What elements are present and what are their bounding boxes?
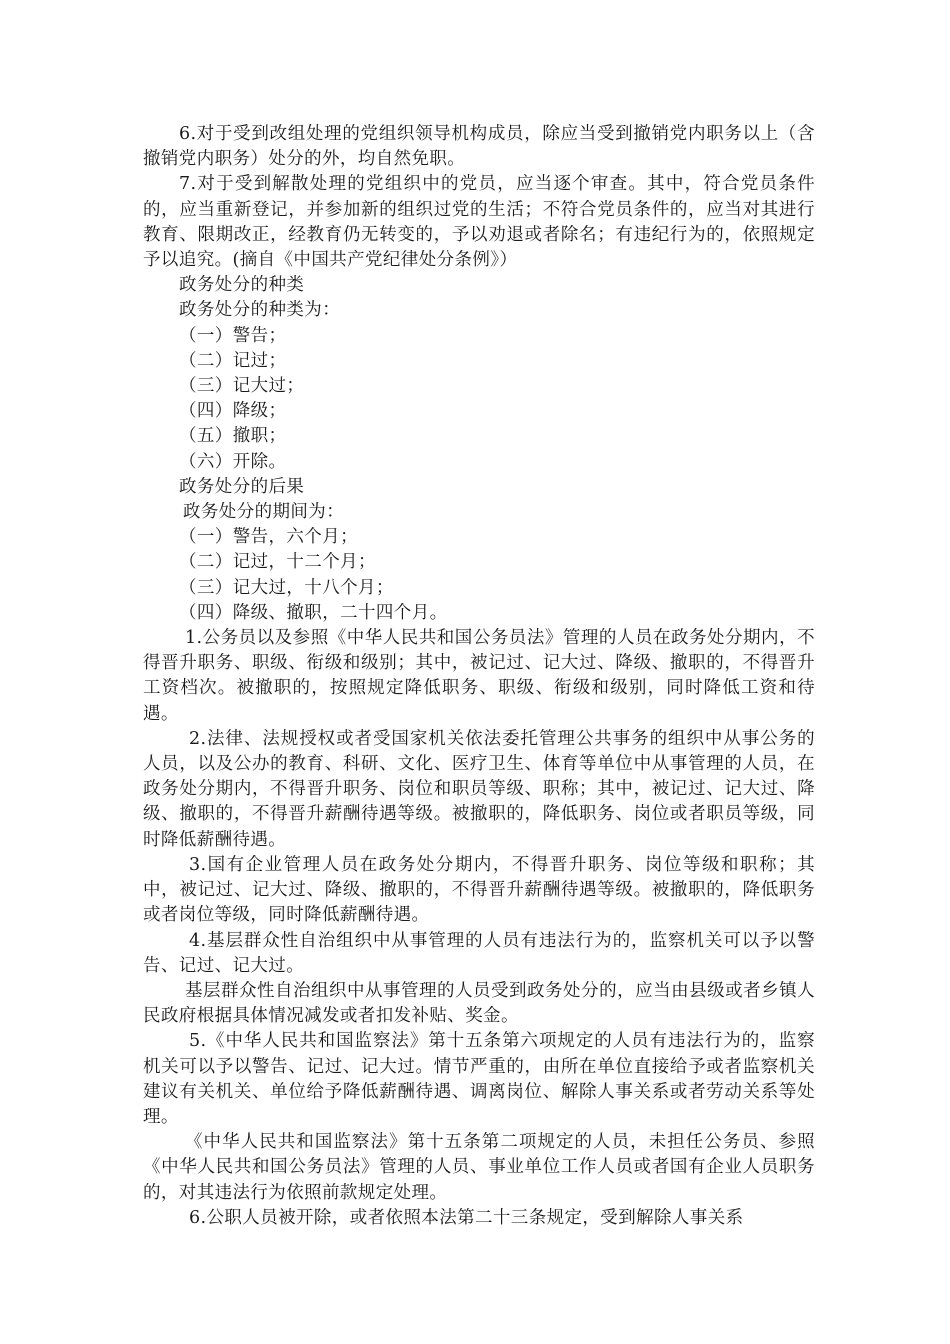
heading-sanction-consequences: 政务处分的后果 xyxy=(179,476,305,497)
paragraph-public-affairs-staff: 2.法律、法规授权或者受国家机关依法委托管理公共事务的组织中从事公务的人员，以及公办的教育、科研、文化、医疗卫生、体育等单位中从事管理的人员，在政务处分期内，不得晋升职务、岗位和职员等级、职称；其中，被记过、记大过、降级、撤职的，不得晋升薪酬待遇等级。被撤职的，降低职务、岗位或者职员等级，同时降低薪酬待遇。 xyxy=(143,728,815,850)
heading-sanction-types: 政务处分的种类 xyxy=(179,275,305,296)
list-item: （五）撤职； xyxy=(179,426,287,447)
list-item: （二）记过； xyxy=(179,350,287,371)
list-item: （二）记过，十二个月； xyxy=(179,552,376,573)
paragraph-grassroots-organizations: 4.基层群众性自治组织中从事管理的人员有违法行为的，监察机关可以予以警告、记过、记大过。 xyxy=(143,930,815,976)
list-item: （三）记大过，十八个月； xyxy=(179,577,394,598)
paragraph-civil-servants: 1.公务员以及参照《中华人民共和国公务员法》管理的人员在政务处分期内，不得晋升职务、职级、衔级和级别；其中，被记过、记大过、降级、撤职的，不得晋升工资档次。被撤职的，按照规定降低职务、职级、衔级和级别，同时降低工资和待遇。 xyxy=(143,628,815,724)
list-item: （一）警告，六个月； xyxy=(179,527,358,548)
list-item: （四）降级； xyxy=(179,401,287,422)
paragraph-party-reorganization: 6.对于受到改组处理的党组织领导机构成员，除应当受到撤销党内职务以上（含撤销党内职务）处分的外，均自然免职。 xyxy=(143,124,815,170)
paragraph-grassroots-subsidies: 基层群众性自治组织中从事管理的人员受到政务处分的，应当由县级或者乡镇人民政府根据具体情况减发或者扣发补贴、奖金。 xyxy=(143,980,815,1027)
document-body xyxy=(143,122,815,1231)
paragraph-state-enterprise-managers: 3.国有企业管理人员在政务处分期内，不得晋升职务、岗位等级和职称；其中，被记过、记大过、降级、撤职的，不得晋升薪酬待遇等级。被撤职的，降低职务或者岗位等级，同时降低薪酬待遇。 xyxy=(143,854,815,926)
list-item: （三）记大过； xyxy=(179,376,305,397)
list-item: （六）开除。 xyxy=(179,451,287,472)
paragraph-sanction-period-intro: 政务处分的期间为： xyxy=(183,502,345,523)
list-item: （一）警告； xyxy=(179,325,287,346)
paragraph-party-dissolution: 7.对于受到解散处理的党组织中的党员，应当逐个审查。其中，符合党员条件的，应当重新登记，并参加新的组织过党的生活；不符合党员条件的，应当对其进行教育、限期改正，经教育仍无转变的，予以劝退或者除名；有违纪行为的，依照规定予以追究。(摘自《中国共产党纪律处分条例》） xyxy=(143,174,815,271)
list-item: （四）降级、撤职，二十四个月。 xyxy=(179,602,448,623)
paragraph-sanction-types-intro: 政务处分的种类为： xyxy=(179,300,341,321)
paragraph-supervision-law-item-two: 《中华人民共和国监察法》第十五条第二项规定的人员，未担任公务员、参照《中华人民共和国公务员法》管理的人员、事业单位工作人员或者国有企业人员职务的，对其违法行为依照前款规定处理。 xyxy=(143,1132,815,1203)
paragraph-dismissal: 6.公职人员被开除，或者依照本法第二十三条规定，受到解除人事关系 xyxy=(189,1207,744,1228)
paragraph-supervision-law-item-six: 5.《中华人民共和国监察法》第十五条第六项规定的人员有违法行为的，监察机关可以予以警告、记过、记大过。情节严重的，由所在单位直接给予或者监察机关建议有关机关、单位给予降低薪酬待遇、调离岗位、解除人事关系或者劳动关系等处理。 xyxy=(143,1031,815,1127)
